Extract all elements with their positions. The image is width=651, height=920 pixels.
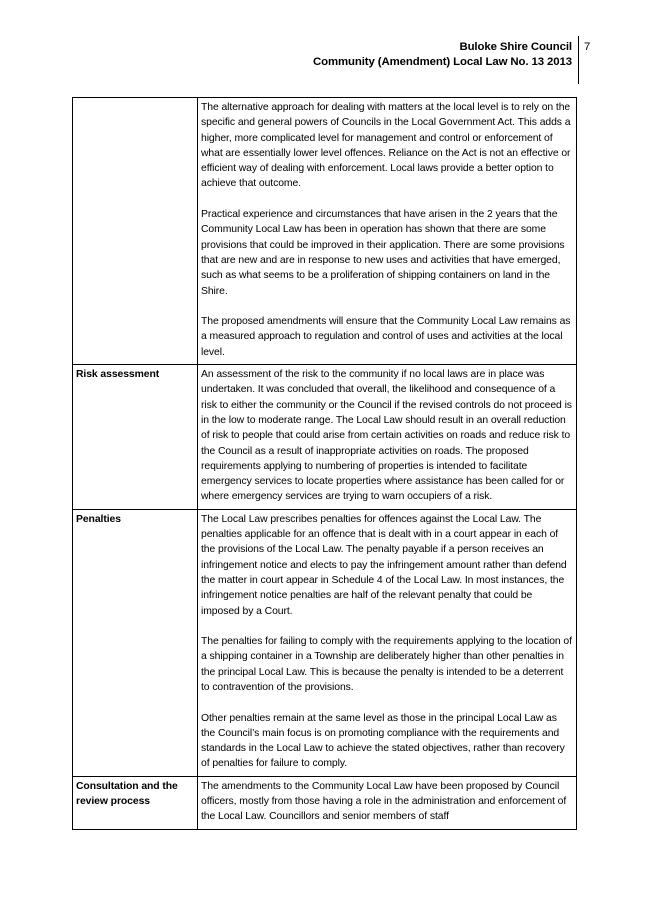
page-header <box>300 40 572 70</box>
row-label: Penalties <box>73 509 198 776</box>
row-content <box>198 365 577 510</box>
local-law-table <box>72 97 577 830</box>
table-row-alternative-approach <box>73 98 577 365</box>
paragraph: The alternative approach for dealing with matters at the local level is to rely on the specific and general powers of Councils in the Local Government Act. This adds a higher, more complicated level for management and control or enforcement of what are essentially lower level offences. Reliance on the Act is not an effective or efficient way of dealing with enforcement. Local laws provide a better option to achieve that outcome. <box>201 102 571 190</box>
paragraph: An assessment of the risk to the community if no local laws are in place was undertaken. It was concluded that overall, the likelihood and consequence of a risk to either the community or the Council if the revised controls do not proceed is in the low to moderate range. The Local Law should result in an overall reduction of risk to people that could arise from certain activities on roads and reduce risk to the Council as a result of inappropriate activities on roads. The proposed requirements applying to numbering of properties is intended to facilitate emergency services to locate properties where assistance has been called for or where emergency services are trying to warn occupiers of a risk. <box>201 369 572 503</box>
row-content <box>198 509 577 776</box>
paragraph: Other penalties remain at the same level as those in the principal Local Law as the Council’s main focus is on promoting compliance with the requirements and standards in the Local Law to achieve the stated objectives, rather than recovery of penalties for failure to comply. <box>201 712 565 770</box>
header-divider <box>578 36 579 84</box>
row-label <box>73 98 198 365</box>
paragraph: Practical experience and circumstances that have arisen in the 2 years that the Community Local Law has been in operation has shown that there are some provisions that could be improved in their application. There are some provisions that are new and are in response to new uses and activities that have emerged, such as what seems to be a proliferation of shipping containers on land in the Shire. <box>201 209 565 297</box>
document-title: Community (Amendment) Local Law No. 13 2013 <box>312 56 572 68</box>
row-content <box>198 98 577 365</box>
row-label: Consultation and the review process <box>73 776 198 829</box>
table-row-penalties <box>73 509 577 776</box>
row-label: Risk assessment <box>73 365 198 510</box>
paragraph: The proposed amendments will ensure that the Community Local Law remains as a measured approach to regulation and control of uses and activities at the local level. <box>201 316 571 358</box>
row-content <box>198 776 577 829</box>
council-name: Buloke Shire Council <box>459 41 572 53</box>
paragraph: The Local Law prescribes penalties for offences against the Local Law. The penalties applicable for an offence that is dealt with in a court appear in each of the provisions of the Local Law. The penalty payable if a person receives an infringement notice and elects to pay the infringement amount rather than defend the matter in court appear in Schedule 4 of the Local Law. In most instances, the infringement notice penalties are half of the relevant penalty that could be imposed by a Court. <box>201 513 567 617</box>
page-number: 7 <box>584 41 591 53</box>
table-row-consultation <box>73 776 577 829</box>
paragraph: The amendments to the Community Local Law have been proposed by Council officers, mostly from those having a role in the administration and enforcement of the Local Law. Councillors and senior members of staff <box>201 780 567 823</box>
table-row-risk-assessment <box>73 365 577 510</box>
paragraph: The penalties for failing to comply with the requirements applying to the location of a shipping container in a Township are deliberately higher than other penalties in the principal Local Law. This is because the penalty is intended to be a deterrent to contravention of the provisions. <box>201 636 572 693</box>
